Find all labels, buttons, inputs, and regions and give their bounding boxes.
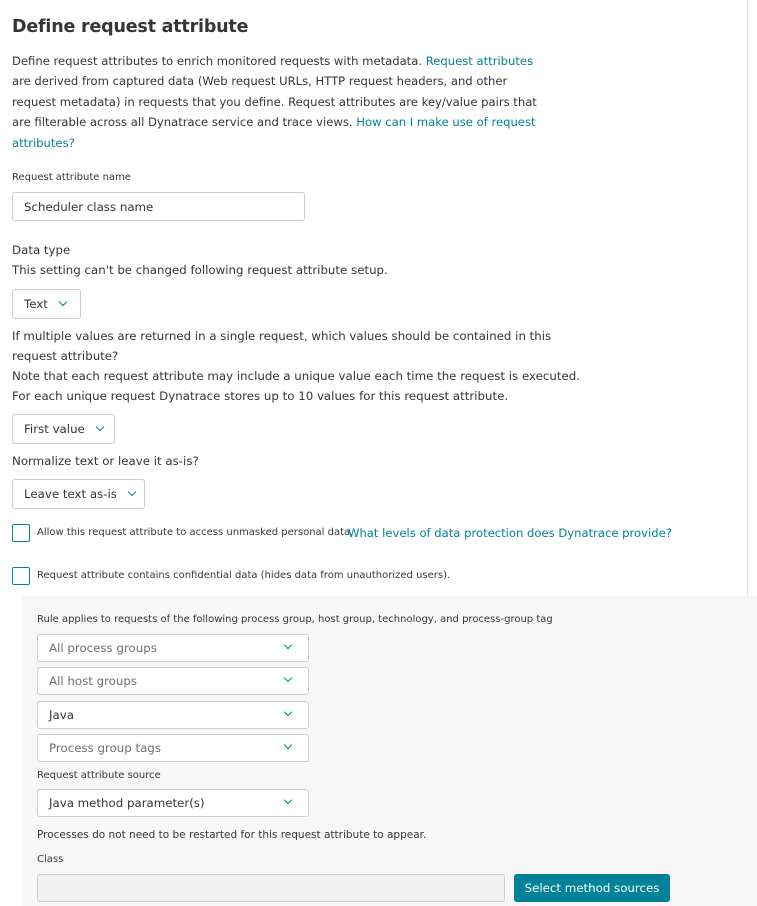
personal-data-checkbox[interactable] xyxy=(12,524,30,542)
attribute-source-dropdown[interactable] xyxy=(37,789,309,817)
multiple-values-dropdown[interactable] xyxy=(12,414,115,444)
normalize-label: Normalize text or leave it as-is? xyxy=(12,454,199,468)
name-input-value: Scheduler class name xyxy=(24,199,154,214)
restart-note: Processes do not need to be restarted for this request attribute to appear. xyxy=(37,829,427,841)
process-groups-dropdown[interactable] xyxy=(37,634,309,662)
page-title: Define request attribute xyxy=(12,17,249,37)
chevron-down-icon xyxy=(284,741,292,749)
normalize-dropdown[interactable] xyxy=(12,479,145,509)
source-label: Request attribute source xyxy=(37,770,161,781)
host-groups-dropdown[interactable] xyxy=(37,667,309,695)
chevron-down-icon xyxy=(59,298,67,306)
multiple-values-line2: request attribute? xyxy=(12,349,119,363)
technology-dropdown[interactable] xyxy=(37,701,309,729)
intro-paragraph xyxy=(12,51,542,153)
name-field-label: Request attribute name xyxy=(12,172,131,183)
intro-text-1: Define request attributes to enrich monitored requests with metadata. xyxy=(12,54,426,68)
personal-data-label: Allow this request attribute to access unmasked personal data. xyxy=(37,527,354,538)
multiple-values-line4: For each unique request Dynatrace stores up to 10 values for this request attribute. xyxy=(12,389,509,403)
confidential-data-label: Request attribute contains confidential data (hides data from unauthorized users). xyxy=(37,570,451,581)
process-groups-placeholder: All process groups xyxy=(49,641,157,655)
class-label: Class xyxy=(37,854,64,865)
page-divider xyxy=(747,0,748,596)
rule-description: Rule applies to requests of the following process group, host group, technology, and process-group tag xyxy=(37,614,553,625)
how-to-use-link[interactable]: How can I make use of request attributes? xyxy=(12,115,536,150)
data-protection-link[interactable]: What levels of data protection does Dynatrace provide? xyxy=(348,526,672,540)
chevron-down-icon xyxy=(284,641,292,649)
chevron-down-icon xyxy=(284,708,292,716)
multiple-values-line3: Note that each request attribute may include a unique value each time the request is executed. xyxy=(12,369,580,383)
chevron-down-icon xyxy=(284,796,292,804)
data-type-dropdown[interactable] xyxy=(12,289,81,319)
chevron-down-icon xyxy=(128,488,136,496)
request-attribute-name-input[interactable] xyxy=(12,192,305,221)
host-groups-placeholder: All host groups xyxy=(49,674,137,688)
confidential-data-checkbox[interactable] xyxy=(12,567,30,585)
technology-selected: Java xyxy=(49,708,74,722)
request-attributes-link[interactable]: Request attributes xyxy=(425,54,534,68)
data-type-label: Data type xyxy=(12,243,71,257)
class-input[interactable] xyxy=(37,874,505,902)
process-group-tags-dropdown[interactable] xyxy=(37,734,309,762)
multiple-values-selected: First value xyxy=(24,422,85,436)
multiple-values-line1: If multiple values are returned in a single request, which values should be contained in this xyxy=(12,329,552,343)
chevron-down-icon xyxy=(284,674,292,682)
process-group-tags-placeholder: Process group tags xyxy=(49,741,162,755)
attribute-source-selected: Java method parameter(s) xyxy=(49,796,205,810)
data-type-selected: Text xyxy=(24,297,48,311)
normalize-selected: Leave text as-is xyxy=(24,487,117,501)
chevron-down-icon xyxy=(96,423,104,431)
select-method-sources-button[interactable]: Select method sources xyxy=(514,874,670,902)
intro-text-2: are derived from captured data (Web request URLs, HTTP request headers, and other request metadata) in requests that you define. Request attributes are key/value pairs that are filterable across all Dynatrace service and trace views. xyxy=(12,74,537,130)
data-type-note: This setting can't be changed following request attribute setup. xyxy=(12,263,388,277)
